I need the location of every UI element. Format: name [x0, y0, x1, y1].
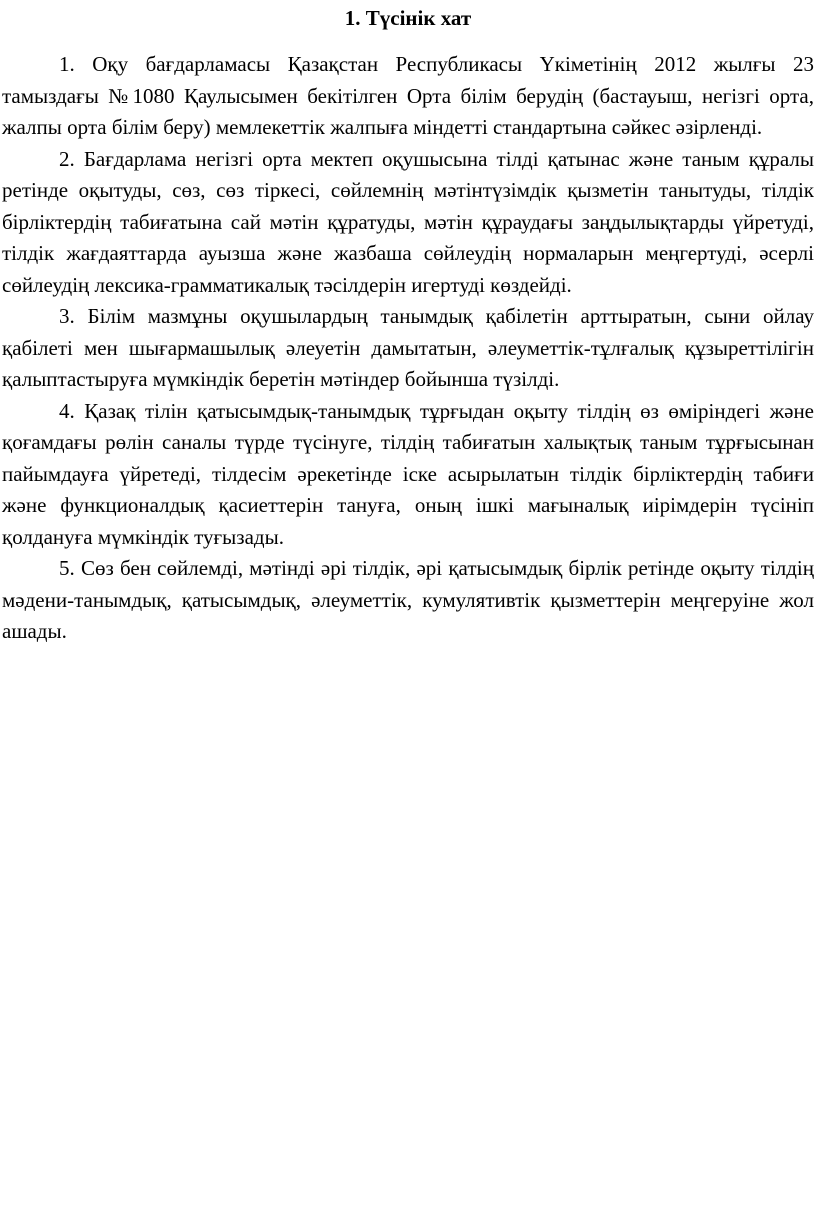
paragraph-2: [2, 144, 814, 302]
paragraph-text: Қазақ тілін қатысымдық-танымдық тұрғыдан оқыту тілдің өз өміріндегі және қоғамдағы рөлін саналы түрде түсінуге, тілдің табиғатын халықтық таным тұрғысынан пайымдауға үйретеді, тілдесім әрекетінде іске асырылатын тілдік бірліктердің табиғи және функционалдық қасиеттерін тануға, оның ішкі мағыналық иірімдерін түсініп қолдануға мүмкіндік туғызады.: [2, 398, 815, 549]
paragraph-5: [2, 553, 814, 648]
paragraph-4: [2, 396, 814, 554]
paragraph-3: [2, 301, 814, 396]
paragraph-number: 2.: [59, 146, 75, 171]
paragraph-number: 1.: [59, 52, 75, 76]
paragraph-text: Бағдарлама негізгі орта мектеп оқушысына тілді қатынас және таным құралы ретінде оқытуды, сөз, сөз тіркесі, сөйлемнің мәтінтүзімдік қызметін танытуды, тілдік бірліктердің табиғатына сай мәтін құратуды, мәтін құраудағы заңдылықтарды үйретуді, тілдік жағдаяттарда ауызша және жазбаша сөйлеудің нормаларын меңгертуді, әсерлі сөйлеудің лексика-грамматикалық тәсілдерін игертуді көздейді.: [2, 146, 814, 297]
paragraph-number: 5.: [59, 556, 75, 580]
paragraph-number: 4.: [59, 398, 75, 423]
paragraph-1: [2, 49, 814, 144]
paragraph-text: Білім мазмұны оқушылардың танымдық қабілетін арттыратын, сыни ойлау қабілеті мен шығармашылық әлеуетін дамытатын, әлеуметтік-тұлғалық құзыреттілігін қалыптастыруға мүмкіндік беретін мәтіндер бойынша түзілді.: [2, 304, 814, 391]
paragraph-text: Оқу бағдарламасы Қазақстан Республикасы Үкіметінің 2012 жылғы 23 тамыздағы №1080 Қаулысымен бекітілген Орта білім берудің (бастауыш, негізгі орта, жалпы орта білім беру) мемлекеттік жалпыға міндетті стандартына сәйкес әзірленді.: [2, 52, 814, 139]
paragraph-number: 3.: [59, 304, 75, 328]
document-body: [2, 49, 814, 648]
document-title: 1. Түсінік хат: [344, 6, 472, 30]
paragraph-text: Сөз бен сөйлемді, мәтінді әрі тілдік, әрі қатысымдық бірлік ретінде оқыту тілдің мәдени-танымдық, қатысымдық, әлеуметтік, кумулятивтік қызметтерін меңгеруіне жол ашады.: [2, 556, 814, 643]
